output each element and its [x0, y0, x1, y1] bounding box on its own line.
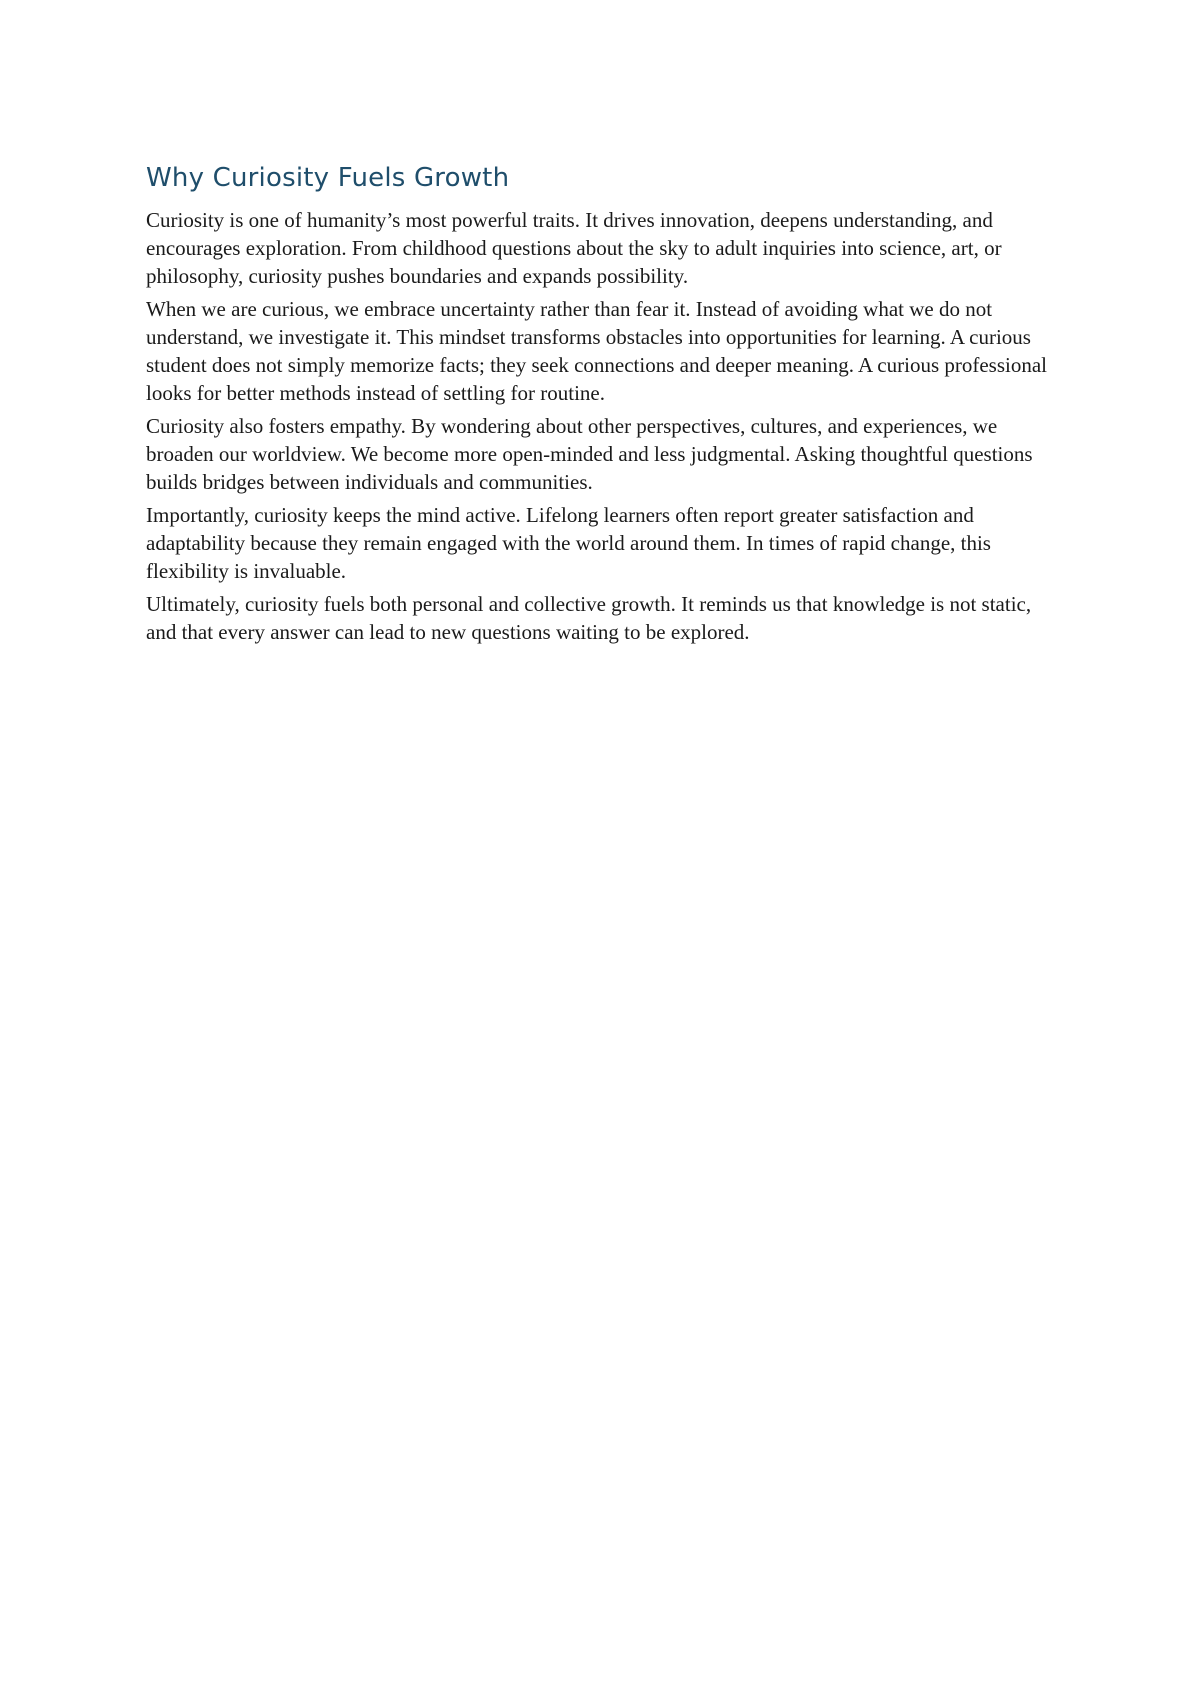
paragraph-2: When we are curious, we embrace uncertainty rather than fear it. Instead of avoiding what we do not understand, we investigate it. This mindset transforms obstacles into opportunities for learning. A curious student does not simply memorize facts; they seek connections and deeper meaning. A curious professional looks for better methods instead of settling for routine.: [146, 297, 1048, 405]
paragraph-1: Curiosity is one of humanity’s most powerful traits. It drives innovation, deepens understanding, and encourages exploration. From childhood questions about the sky to adult inquiries into science, art, or philosophy, curiosity pushes boundaries and expands possibility.: [146, 208, 1002, 288]
document-body: [146, 160, 1066, 651]
paragraph-3: Curiosity also fosters empathy. By wondering about other perspectives, cultures, and experiences, we broaden our worldview. We become more open-minded and less judgmental. Asking thoughtful questions builds bridges between individuals and communities.: [146, 414, 1033, 494]
paragraph-5: Ultimately, curiosity fuels both personal and collective growth. It reminds us that knowledge is not static, and that every answer can lead to new questions waiting to be explored.: [146, 592, 1032, 644]
document-title: Why Curiosity Fuels Growth: [146, 163, 510, 193]
paragraph-4: Importantly, curiosity keeps the mind active. Lifelong learners often report greater satisfaction and adaptability because they remain engaged with the world around them. In times of rapid change, this flexibility is invaluable.: [146, 503, 991, 583]
